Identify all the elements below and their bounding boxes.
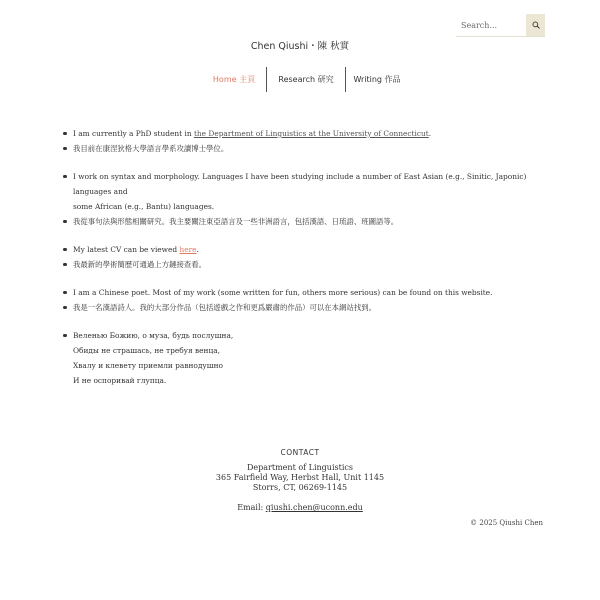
poem-line: Хвалу и клевету приемли равнодушно: [73, 361, 223, 370]
email-label: Email:: [237, 503, 266, 512]
search-button[interactable]: [526, 14, 545, 36]
nav-research[interactable]: Research 研究: [278, 75, 334, 84]
poem: [62, 328, 542, 388]
copyright: © 2025 Qiushi Chen: [470, 519, 543, 527]
spacer: [62, 272, 542, 285]
nav-home[interactable]: Home 主頁: [212, 75, 256, 84]
search-icon: [532, 21, 540, 29]
email-link[interactable]: qiushi.chen@uconn.edu: [265, 503, 363, 512]
list-item: 我從事句法與形態相關研究。我主要關注東亞語言及一些非洲語言，包括漢語、日琉語、班圖語等。: [62, 214, 542, 229]
intro-list: [62, 126, 542, 328]
cv-link[interactable]: here: [179, 245, 197, 254]
address-line: Department of Linguistics: [247, 463, 353, 472]
email-row: [0, 503, 600, 512]
list-item: I am currently a PhD student in the Department of Linguistics at the University of Connecticut.: [62, 126, 542, 141]
search-box: [456, 14, 545, 37]
spacer: [62, 315, 542, 328]
department-link[interactable]: the Department of Linguistics at the University of Connecticut: [193, 129, 429, 138]
list-item: 我是一名漢語詩人。我的大部分作品（包括遊戲之作和更爲嚴肅的作品）可以在本網站找到。: [62, 300, 542, 315]
list-item: 我最新的學術簡歷可通過上方鏈接查看。: [62, 257, 542, 272]
contact-heading: CONTACT: [280, 448, 320, 457]
address-line: 365 Fairfield Way, Herbst Hall, Unit 1145: [215, 473, 385, 482]
site-title[interactable]: Chen Qiushi・陳 秋實: [250, 41, 350, 52]
nav-writing[interactable]: Writing 作品: [353, 75, 401, 84]
list-item: 我目前在康涅狄格大學語言學系攻讀博士學位。: [62, 141, 542, 156]
main-nav: [202, 67, 408, 92]
list-item: I work on syntax and morphology. Languages I have been studying include a number of East Asian (e.g., Sinitic, Japonic) languages and some African (e.g., Bantu) languages.: [62, 169, 542, 214]
spacer: [62, 229, 542, 242]
spacer: [62, 156, 542, 169]
search-input[interactable]: [456, 14, 526, 36]
list-item: I am a Chinese poet. Most of my work (some written for fun, others more serious) can be found on this website.: [62, 285, 542, 300]
poem-line: Обиды не страшась, не требуя венца,: [73, 346, 220, 355]
list-item: My latest CV can be viewed here.: [62, 242, 542, 257]
poem-line: Веленью Божию, о муза, будь послушна,: [62, 328, 542, 343]
main-content: [62, 126, 542, 388]
footer: [0, 448, 600, 512]
address-line: Storrs, CT, 06269-1145: [252, 483, 348, 492]
poem-line: И не оспоривай глупца.: [73, 376, 167, 385]
